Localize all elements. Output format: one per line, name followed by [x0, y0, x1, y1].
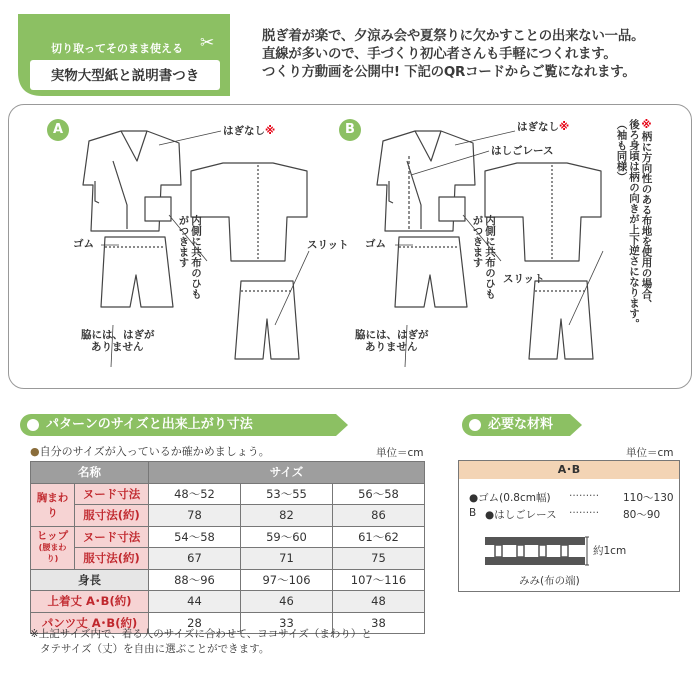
materials-unit: 単位＝cm [626, 447, 674, 459]
materials-box-header: A･B [459, 461, 679, 479]
label-a-hagi: はぎなし※ [223, 125, 276, 137]
cell: 53～55 [241, 483, 333, 505]
materials-box [458, 460, 680, 592]
material-elastic-value: 110～130 [623, 492, 674, 504]
cell: 75 [333, 548, 425, 570]
cell: 38 [333, 612, 425, 634]
label-b-hagi: はぎなし※ [517, 121, 570, 133]
row-hip-label: ヒップ (腰まわり) [31, 526, 75, 569]
cell: 86 [333, 505, 425, 527]
cell: 78 [149, 505, 241, 527]
cell: 82 [241, 505, 333, 527]
cell: 48 [333, 591, 425, 613]
label-b-slit: スリット [503, 273, 545, 285]
cell: 56～58 [333, 483, 425, 505]
lace-width-label: 約1cm [593, 545, 627, 557]
intro-line: 直線が多いので、手づくり初心者さんも手軽につくれます。 [262, 47, 617, 62]
header-name: 名称 [31, 462, 149, 484]
cell: 97～106 [241, 569, 333, 591]
row-nude-label: ヌード寸法 [75, 483, 149, 505]
lace-edge-label: みみ(布の端) [519, 575, 580, 587]
pattern-direction-note: ※柄に方向性のある布地を使用の場合、 後ろ身頃は柄の向きが上下逆さになります。 （袖も同様） [615, 119, 653, 329]
badge-b: B [339, 119, 361, 141]
material-b-prefix: B [469, 507, 477, 519]
table-row [31, 526, 425, 548]
row-pants-length-label: パンツ丈 A･B(約) [31, 612, 149, 634]
label-a-gomu: ゴム [73, 238, 94, 250]
cell: 54～58 [149, 526, 241, 548]
banner-small-label: 切り取ってそのまま使える [51, 42, 183, 55]
label-a-waki-1: 脇には、はぎが [81, 329, 155, 341]
table-row [31, 591, 425, 613]
note-line: ※上記サイズ内で、着る人のサイズに合わせて、ヨコサイズ（まわり）と [30, 628, 372, 640]
table-row [31, 483, 425, 505]
material-lace: ●はしごレース [485, 509, 557, 521]
cell: 61～62 [333, 526, 425, 548]
table-row [31, 505, 425, 527]
size-section-header [20, 414, 336, 436]
label-a-himo: 内側に共布のひもがつきます [177, 215, 202, 299]
materials-title: 必要な材料 [488, 417, 554, 432]
cell: 46 [241, 591, 333, 613]
cell: 33 [241, 612, 333, 634]
dotted-leader: ········· [569, 507, 600, 519]
row-finished-label: 服寸法(約) [75, 548, 149, 570]
label-a-slit: スリット [307, 239, 349, 251]
size-note [30, 627, 372, 657]
cell: 107～116 [333, 569, 425, 591]
row-chest-label: 胸まわり [31, 483, 75, 526]
header-size: サイズ [149, 462, 425, 484]
cell: 71 [241, 548, 333, 570]
label-b-waki-1: 脇には、はぎが [355, 329, 429, 341]
size-unit: 単位＝cm [376, 447, 424, 459]
label-b-gomu: ゴム [365, 238, 386, 250]
row-top-length-label: 上着丈 A･B(約) [31, 591, 149, 613]
dotted-leader: ········· [569, 490, 600, 502]
illustration-panel [8, 104, 692, 389]
cell: 88～96 [149, 569, 241, 591]
size-hint: ●自分のサイズが入っているか確かめましょう。 [30, 445, 270, 458]
size-section-title: パターンのサイズと出来上がり寸法 [46, 417, 253, 432]
note-line: タテサイズ（丈）を自由に選ぶことができます。 [40, 643, 270, 655]
table-row [31, 548, 425, 570]
material-elastic: ●ゴム(0.8cm幅) [469, 492, 551, 504]
material-lace-value: 80～90 [623, 509, 661, 521]
label-b-lace: はしごレース [491, 145, 554, 157]
size-table [30, 461, 425, 634]
banner-main-label: 実物大型紙と説明書つき [50, 68, 200, 84]
table-row [31, 462, 425, 484]
ladder-lace-illustration [481, 531, 591, 577]
row-finished-label: 服寸法(約) [75, 505, 149, 527]
row-height-label: 身長 [31, 569, 149, 591]
row-nude-label: ヌード寸法 [75, 526, 149, 548]
materials-section-header [462, 414, 570, 436]
badge-a: A [47, 119, 69, 141]
cell: 67 [149, 548, 241, 570]
label-a-waki-2: ありません [91, 341, 144, 353]
intro-line: 脱ぎ着が楽で、夕涼み会や夏祭りに欠かすことの出来ない一品。 [262, 29, 645, 44]
table-row [31, 569, 425, 591]
intro-text [262, 28, 692, 82]
scissors-icon: ✂ [200, 33, 215, 53]
intro-line: つくり方動画を公開中! 下記のQRコードからご覧になれます。 [262, 65, 636, 80]
cell: 28 [149, 612, 241, 634]
label-b-waki-2: ありません [365, 341, 418, 353]
cell: 59～60 [241, 526, 333, 548]
label-b-himo: 内側に共布のひもがつきます [471, 215, 496, 299]
cell: 44 [149, 591, 241, 613]
cell: 48～52 [149, 483, 241, 505]
